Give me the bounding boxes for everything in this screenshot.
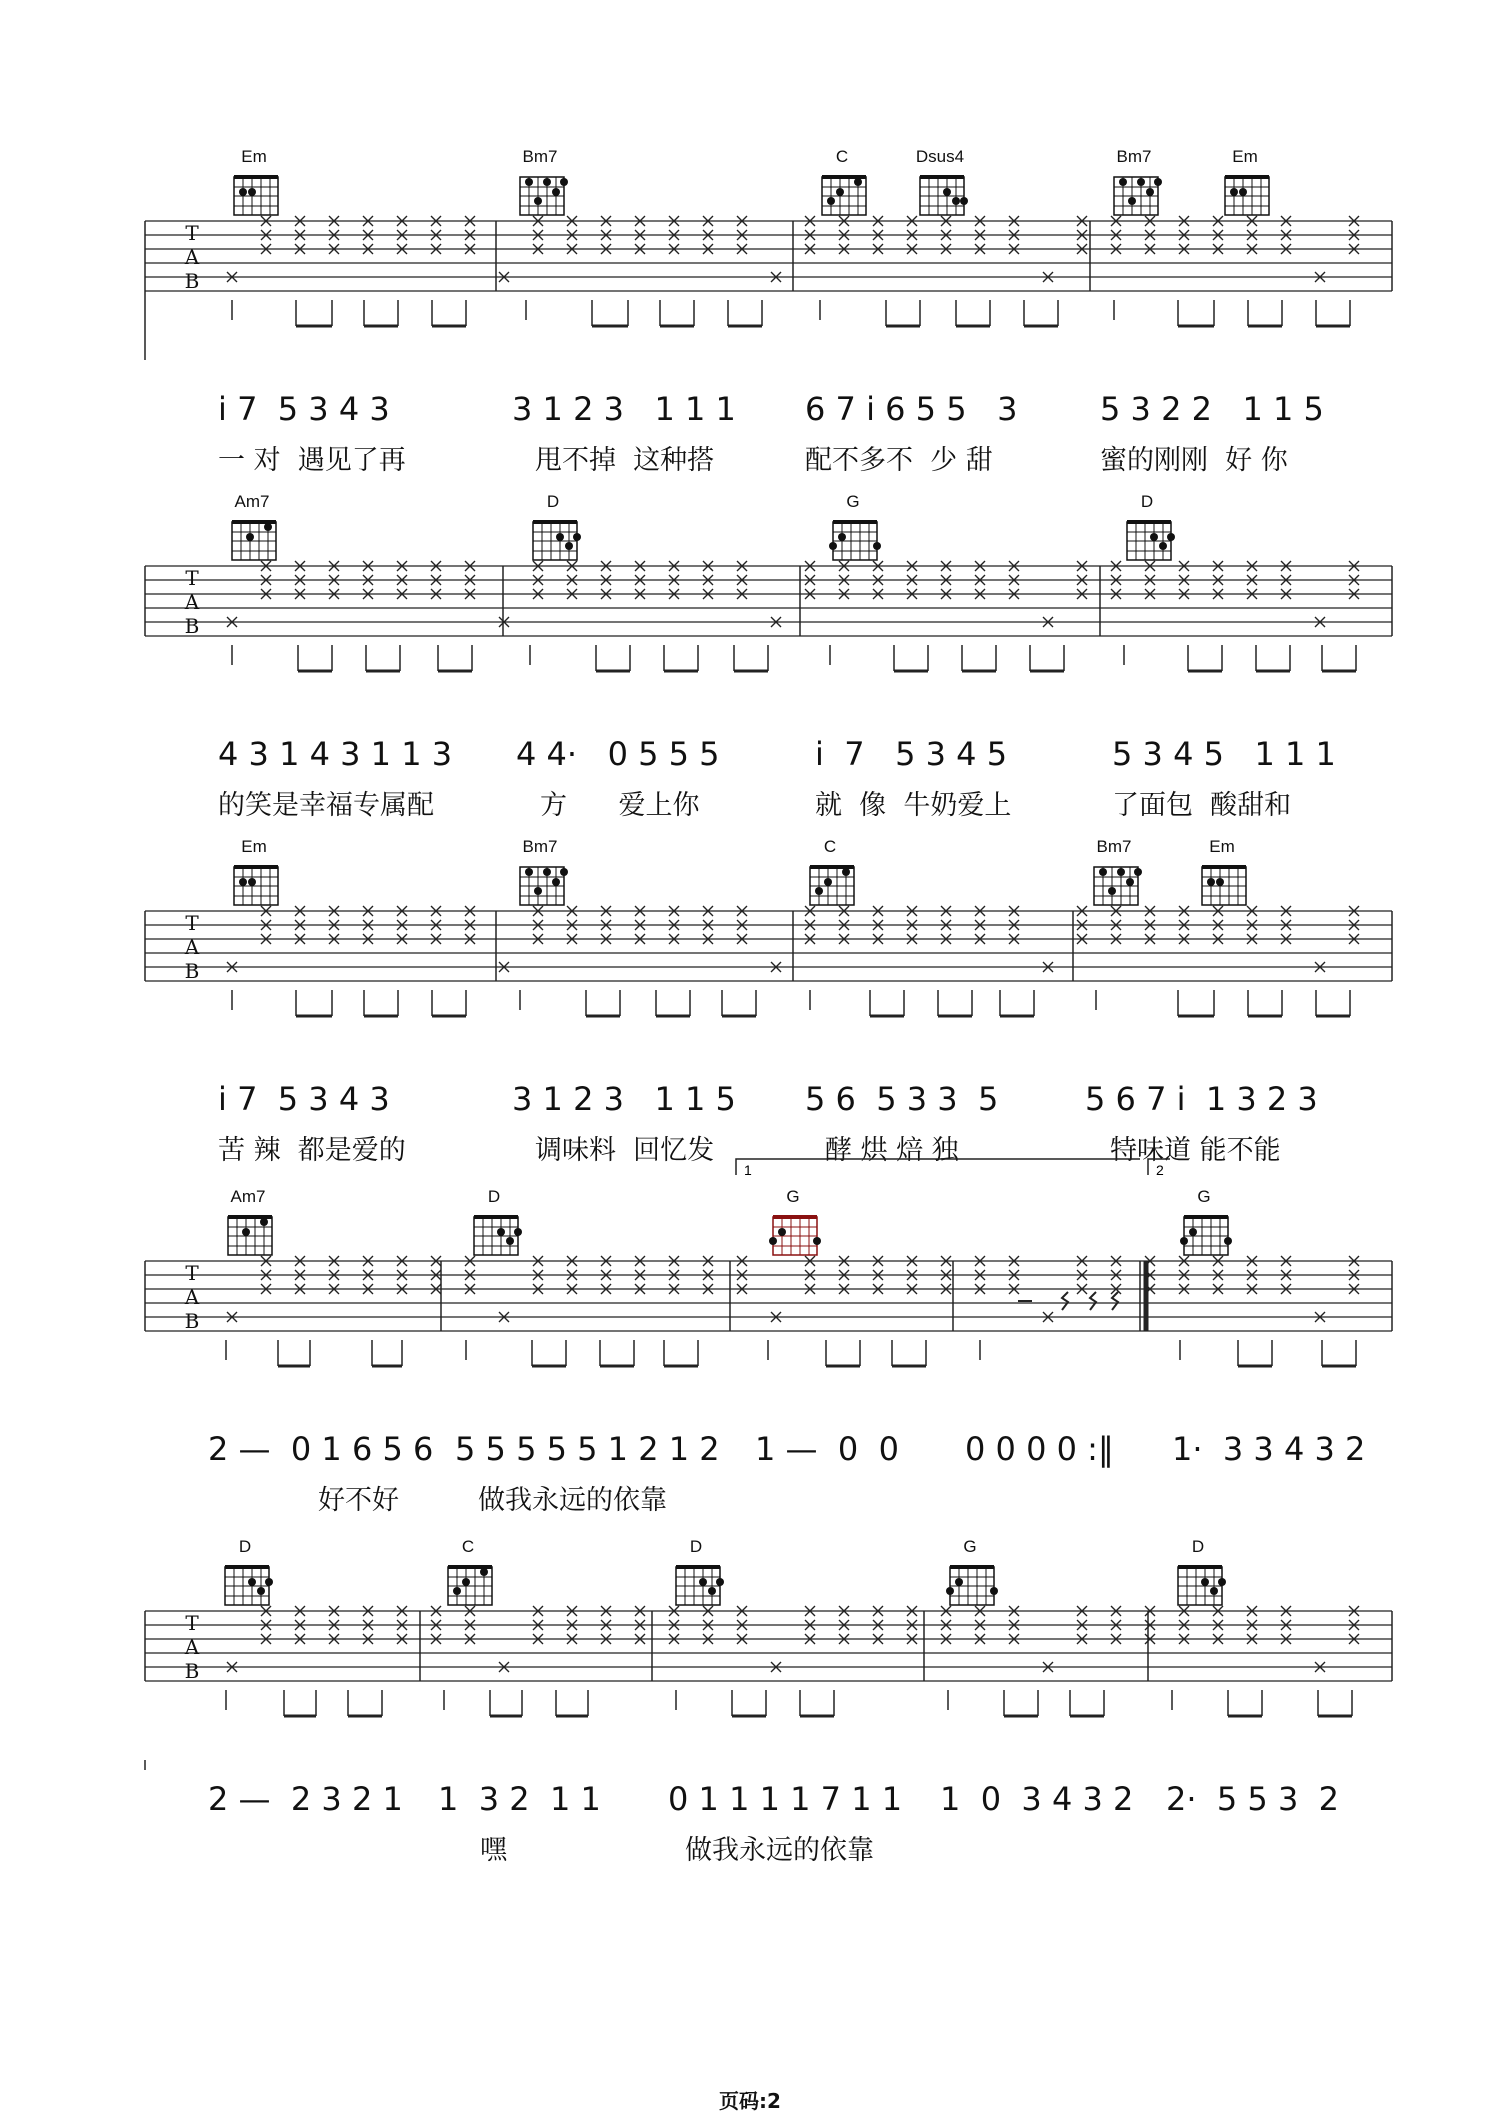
measure-4-2: 5 5 5 5 5 1 2 1 2 [455,1430,720,1468]
chord-name-g-b: G [1197,1187,1211,1206]
lyric-row-5 [200,1828,1380,1864]
chord-name-d-b: D [1140,492,1154,511]
tab-letter-a: A [184,590,200,614]
lyric-5-1: 嘿 [480,1835,507,1866]
chord-name-bm7: Bm7 [522,147,558,166]
barlines [145,911,1392,981]
rhythm-stems [232,645,1356,671]
rest-symbols [1018,1292,1118,1310]
tab-letter-t: T [185,221,199,245]
rhythm-stems [232,990,1350,1016]
lyric-4-2: 做我永远的依靠 [478,1485,667,1516]
volta-2-label: 2 [1156,1162,1164,1178]
measure-2-4: 5 3 4 5 1 1 1 [1112,735,1336,773]
tab-letter-a: A [184,245,200,269]
chord-name-c: C [835,147,849,166]
chord-name-d: D [487,1187,501,1206]
chord-diagram-d [533,492,581,560]
chord-diagram-d [225,1537,273,1605]
barlines [145,1611,1392,1681]
chord-diagram-g [829,492,881,560]
tab-letter-t: T [185,1611,199,1635]
lyric-1-2: 甩不掉 这种搭 [535,445,715,476]
measure-5-1: 2 — 2 3 2 1 [208,1780,403,1818]
measure-3-3: 5 6 5 3 3 5 [805,1080,999,1118]
lyric-2-2: 方 爱上你 [540,790,700,821]
staff-lines [145,911,1392,981]
tab-letter-t: T [185,911,199,935]
measure-3-1: i 7 5 3 4 3 [218,1080,390,1118]
barlines [145,566,1392,636]
staff-lines [145,566,1392,636]
lyric-1-3: 配不多不 少 甜 [805,445,993,476]
tab-staff-2 [0,345,1500,705]
measure-5-4: 1 0 3 4 3 2 [940,1780,1134,1818]
chord-diagram-g [769,1187,821,1255]
chord-diagram-c [822,147,866,215]
chord-diagram-em [234,147,278,215]
rhythm-stems [232,300,1350,326]
chord-diagram-c [448,1537,492,1605]
chord-diagram-bm7-b [1114,147,1162,215]
lyric-3-1: 苦 辣 都是爱的 [218,1135,406,1166]
chord-diagram-em-b [1202,837,1246,905]
chord-name-dsus4: Dsus4 [915,147,965,166]
measure-2-2: 4 4· 0 5 5 5 [516,735,720,773]
measure-3-4: 5 6 7 i 1 3 2 3 [1085,1080,1318,1118]
chord-name-bm7-b: Bm7 [1096,837,1132,856]
chord-name-g: G [963,1537,977,1556]
staff-lines [145,1611,1392,1681]
chord-diagram-d-c [1178,1537,1226,1605]
lyric-1-4: 蜜的刚刚 好 你 [1100,445,1288,476]
lyric-5-2: 做我永远的依靠 [685,1835,874,1866]
chord-name-bm7: Bm7 [522,837,558,856]
chord-name-c: C [823,837,837,856]
tab-letter-b: B [184,269,200,293]
chord-diagram-em [234,837,278,905]
chord-diagram-dsus4 [916,147,968,215]
tab-staff-1 [0,0,1500,360]
rhythm-stems [226,1690,1352,1716]
measure-4-5: 1· 3 3 4 3 2 [1172,1430,1366,1468]
volta-1-label: 1 [744,1162,752,1178]
page-number: 页码:2 [719,2089,781,2113]
lyric-3-4: 特味道 能不能 [1110,1135,1281,1166]
tab-letter-b: B [184,614,200,638]
measure-3-2: 3 1 2 3 1 1 5 [512,1080,736,1118]
chord-name-em-b: Em [1209,837,1235,856]
lyric-4-1: 好不好 [318,1485,399,1516]
tab-staff-3 [0,690,1500,1070]
jianpu-row-5 [200,1780,1380,1824]
measure-4-4: 0 0 0 0 :‖ [965,1430,1114,1468]
measure-5-3: 0 1 1 1 1 7 1 1 [668,1780,903,1818]
measure-5-2: 1 3 2 1 1 [438,1780,601,1818]
barlines [145,1261,1392,1331]
measure-1-2: 3 1 2 3 1 1 1 [512,390,736,428]
chord-name-am7: Am7 [230,1187,266,1206]
chord-diagram-bm7-b [1094,837,1142,905]
chord-name-d: D [238,1537,252,1556]
chord-diagram-em-b [1225,147,1269,215]
tab-letter-a: A [184,1285,200,1309]
lyric-2-4: 了面包 酸甜和 [1112,790,1292,821]
measure-1-3: 6 7 i 6 5 5 3 [805,390,1018,428]
chord-name-em: Em [241,147,267,166]
measure-4-3: 1 — 0 0 [755,1430,899,1468]
tab-letter-t: T [185,1261,199,1285]
tab-staff-5 [0,1390,1500,1770]
measure-1-1: i 7 5 3 4 3 [218,390,390,428]
chord-diagram-am7 [232,492,276,560]
chord-diagram-bm7 [520,147,568,215]
rhythm-stems [226,1340,1356,1366]
chord-name-g: G [786,1187,800,1206]
chord-name-d-c: D [1191,1537,1205,1556]
chord-name-em-b: Em [1232,147,1258,166]
chord-diagram-d [474,1187,522,1255]
tab-staff-4 [0,1040,1500,1400]
chord-name-d-b: D [689,1537,703,1556]
measure-2-3: i 7 5 3 4 5 [815,735,1008,773]
tab-letter-t: T [185,566,199,590]
staff-lines [145,1261,1392,1331]
lyric-1-1: 一 对 遇见了再 [218,445,406,476]
chord-diagram-bm7 [520,837,568,905]
jianpu-barlines [145,1760,1392,1770]
tab-letter-b: B [184,1309,200,1333]
measure-1-4: 5 3 2 2 1 1 5 [1100,390,1324,428]
lyric-2-1: 的笑是幸福专属配 [218,790,434,821]
measure-4-1: 2 — 0 1 6 5 6 [208,1430,434,1468]
chord-diagram-g [946,1537,998,1605]
tab-letter-a: A [184,935,200,959]
tab-letter-b: B [184,959,200,983]
lyric-3-3: 酵 烘 焙 独 [825,1135,959,1166]
lyric-2-3: 就 像 牛奶爱上 [815,790,1012,821]
chord-name-em: Em [241,837,267,856]
chord-name-d: D [546,492,560,511]
staff-lines [145,221,1392,291]
chord-diagram-d-b [676,1537,724,1605]
measure-5-5: 2· 5 5 3 2 [1166,1780,1339,1818]
chord-diagram-am7 [228,1187,272,1255]
chord-diagram-c [810,837,854,905]
chord-diagram-d-b [1127,492,1175,560]
chord-name-c: C [461,1537,475,1556]
chord-name-am7: Am7 [234,492,270,511]
chord-name-bm7-b: Bm7 [1116,147,1152,166]
measure-2-1: 4 3 1 4 3 1 1 3 [218,735,453,773]
lyric-3-2: 调味料 回忆发 [535,1135,715,1166]
tab-letter-a: A [184,1635,200,1659]
chord-name-g: G [846,492,860,511]
tab-letter-b: B [184,1659,200,1683]
chord-diagram-g-b [1180,1187,1232,1255]
